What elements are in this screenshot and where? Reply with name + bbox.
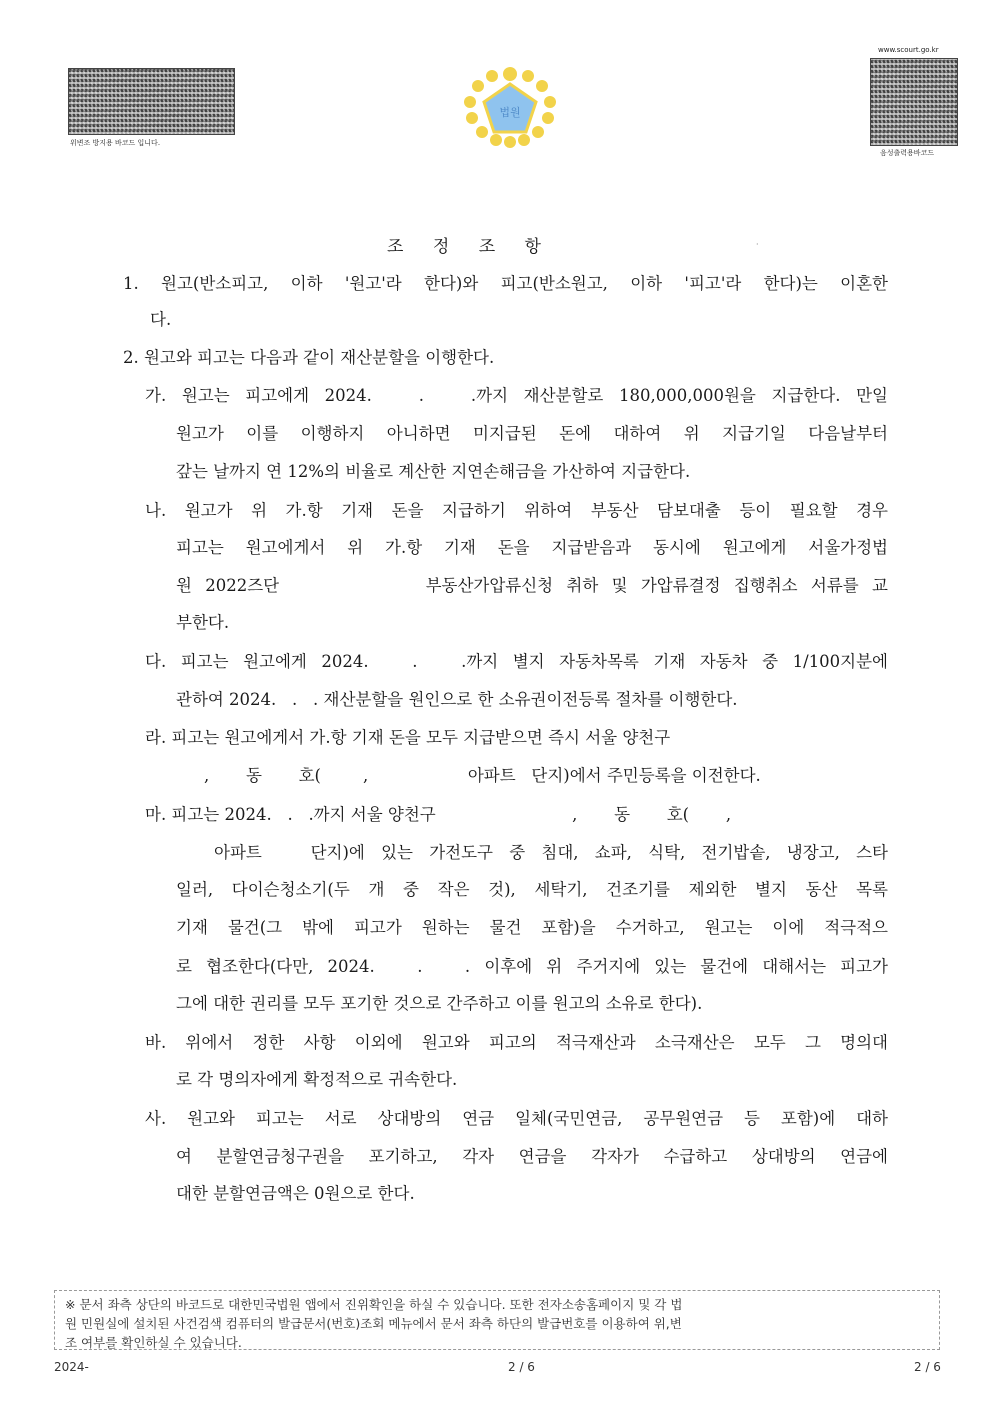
item-na-line-4: 부한다. [176, 613, 230, 632]
item-na-line-3: 원 2022즈단 부동산가압류신청 취하 및 가압류결정 집행취소 서류를 교 [176, 576, 888, 595]
item-sa-line-2: 여 분할연금청구권을 포기하고, 각자 연금을 각자가 수급하고 상대방의 연금에 [176, 1147, 888, 1166]
document-title: 조 정 조 항 [387, 237, 553, 257]
item-ra-line-1: 라. 피고는 원고에게서 가.항 기재 돈을 모두 지급받으면 즉시 서울 양천구 [145, 728, 671, 747]
item-sa-line-1: 사. 원고와 피고는 서로 상대방의 연금 일체(국민연금, 공무원연금 등 포함)에 대하 [145, 1109, 888, 1128]
item-ma-line-1: 마. 피고는 2024. . .까지 서울 양천구 , 동 호( , [145, 805, 732, 824]
authenticity-barcode-caption: 위변조 방지용 바코드 입니다. [70, 139, 161, 147]
court-website: www.scourt.go.kr [878, 46, 939, 54]
item-ma-line-4: 기재 물건(그 밖에 피고가 원하는 물건 포함)을 수거하고, 원고는 이에 적극적으 [176, 918, 888, 937]
authenticity-barcode [68, 68, 235, 135]
item-ba-line-2: 로 각 명의자에게 확정적으로 귀속한다. [176, 1070, 458, 1089]
item-ga-line-2: 원고가 이를 이행하지 아니하면 미지급된 돈에 대하여 위 지급기일 다음날부터 [176, 424, 888, 443]
voice-output-barcode-caption: 음성출력용바코드 [880, 149, 935, 157]
voice-output-barcode [870, 58, 958, 146]
item-ma-line-3: 일러, 다이슨청소기(두 개 중 작은 것), 세탁기, 건조기를 제외한 별지 동산 목록 [176, 880, 888, 899]
item-sa-line-3: 대한 분할연금액은 0원으로 한다. [176, 1184, 415, 1203]
page-number-center: 2 / 6 [508, 1360, 535, 1374]
seal-text: 법원 [499, 106, 521, 119]
item-ra-line-2: , 동 호( , 아파트 단지)에서 주민등록을 이전한다. [204, 766, 761, 785]
item-da-line-2: 관하여 2024. . . 재산분할을 원인으로 한 소유권이전등록 절차를 이행한다. [176, 690, 738, 709]
stray-mark: · [756, 240, 759, 249]
item-2-line: 2. 원고와 피고는 다음과 같이 재산분할을 이행한다. [123, 348, 495, 367]
item-da-line-1: 다. 피고는 원고에게 2024. . .까지 별지 자동차목록 기재 자동차 중 1/100지분에 [145, 652, 888, 671]
item-ba-line-1: 바. 위에서 정한 사항 이외에 원고와 피고의 적극재산과 소극재산은 모두 그 명의대 [145, 1033, 888, 1052]
item-ga-line-3: 갚는 날까지 연 12%의 비율로 계산한 지연손해금을 가산하여 지급한다. [176, 462, 691, 481]
item-na-line-1: 나. 원고가 위 가.항 기재 돈을 지급하기 위하여 부동산 담보대출 등이 필요할 경우 [145, 501, 888, 520]
item-na-line-2: 피고는 원고에게서 위 가.항 기재 돈을 지급받음과 동시에 원고에게 서울가정법 [176, 538, 888, 557]
issue-number: 2024- [54, 1360, 89, 1374]
item-ma-line-6: 그에 대한 권리를 모두 포기한 것으로 간주하고 이를 원고의 소유로 한다). [176, 994, 703, 1013]
notice-line-3: 조 여부를 확인하실 수 있습니다. [65, 1335, 242, 1350]
verification-notice [54, 1290, 940, 1350]
notice-line-1: ※ 문서 좌측 상단의 바코드로 대한민국법원 앱에서 진위확인을 하실 수 있습니다. 또한 전자소송홈페이지 및 각 법 [65, 1297, 683, 1312]
item-1-line-2: 다. [150, 310, 172, 329]
item-ga-line-1: 가. 원고는 피고에게 2024. . .까지 재산분할로 180,000,000원을 지급한다. 만일 [145, 386, 888, 405]
court-seal-logo [462, 66, 558, 148]
item-1-line-1: 1. 원고(반소피고, 이하 '원고'라 한다)와 피고(반소원고, 이하 '피고'라 한다)는 이혼한 [123, 274, 888, 293]
page-number-right: 2 / 6 [914, 1360, 941, 1374]
item-ma-line-5: 로 협조한다(다만, 2024. . . 이후에 위 주거지에 있는 물건에 대해서는 피고가 [176, 957, 888, 976]
notice-line-2: 원 민원실에 설치된 사건검색 컴퓨터의 발급문서(번호)조회 메뉴에서 문서 좌측 하단의 발급번호를 이용하여 위,변 [65, 1316, 682, 1331]
item-ma-line-2: 아파트 단지)에 있는 가전도구 중 침대, 쇼파, 식탁, 전기밥솥, 냉장고, 스타 [214, 843, 888, 862]
